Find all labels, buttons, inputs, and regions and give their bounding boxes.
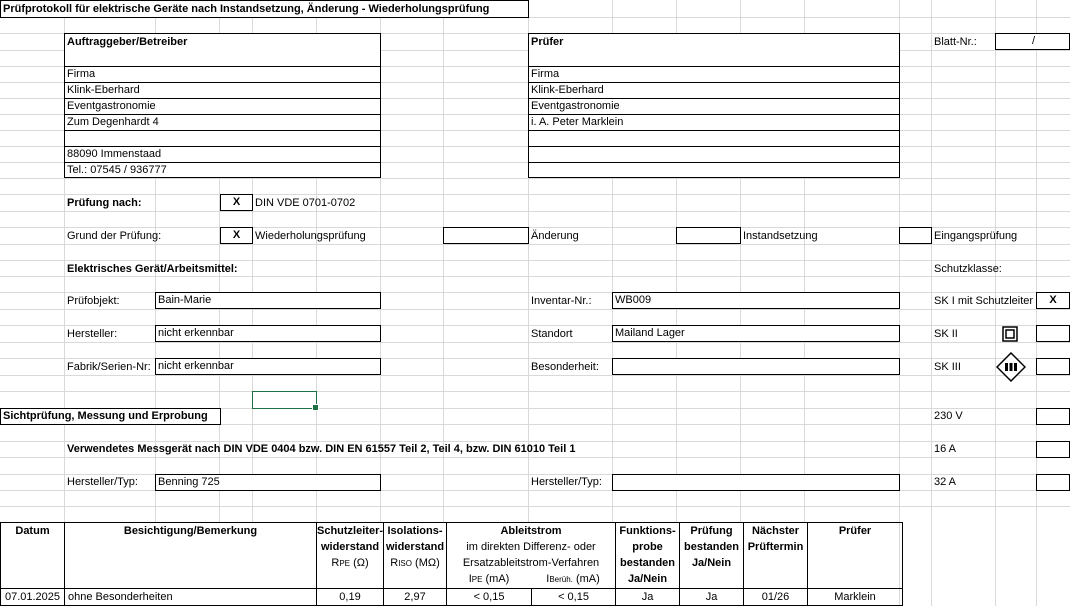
selected-cell[interactable] xyxy=(252,391,317,409)
pruefobjekt-field[interactable]: Bain-Marie xyxy=(155,292,381,309)
messgeraet-typ-label: Hersteller/Typ: xyxy=(67,476,138,488)
table-row xyxy=(1,589,903,606)
header-pruefung-bestanden: Prüfung bestanden Ja/Nein xyxy=(680,523,744,589)
messgeraet-text: Verwendetes Messgerät nach DIN VDE 0404 bzw. DIN EN 61557 Teil 2, Teil 4, bzw. DIN 61010 Teil 1 xyxy=(67,443,576,455)
cell-datum[interactable]: 07.01.2025 xyxy=(1,589,65,606)
cell-iberuehr[interactable]: < 0,15 xyxy=(532,589,616,606)
a32-label: 32 A xyxy=(934,476,957,488)
pruefobjekt-label: Prüfobjekt: xyxy=(67,295,120,307)
geraet-heading: Elektrisches Gerät/Arbeitsmittel: xyxy=(67,263,238,275)
sk3-checkbox[interactable] xyxy=(1036,358,1070,375)
inventar-label: Inventar-Nr.: xyxy=(531,295,592,307)
besonderheit-label: Besonderheit: xyxy=(531,361,599,373)
v230-label: 230 V xyxy=(934,410,963,422)
a16-label: 16 A xyxy=(934,443,957,455)
cell-pruefer[interactable]: Marklein xyxy=(808,589,903,606)
a32-checkbox[interactable] xyxy=(1036,474,1070,491)
fabrik-label: Fabrik/Serien-Nr: xyxy=(67,361,151,373)
messgeraet-typ2-field[interactable] xyxy=(612,474,900,491)
eingang-checkbox[interactable] xyxy=(899,227,932,244)
page-title: Prüfprotokoll für elektrische Geräte nach Instandsetzung, Änderung - Wiederholungsprüfung xyxy=(3,3,490,15)
standort-field[interactable]: Mailand Lager xyxy=(612,325,900,342)
messgeraet-typ2-label: Hersteller/Typ: xyxy=(531,476,602,488)
wiederholung-label: Wiederholungsprüfung xyxy=(255,230,366,242)
sk2-label: SK II xyxy=(934,328,958,340)
instandsetzung-checkbox[interactable] xyxy=(676,227,741,244)
standort-label: Standort xyxy=(531,328,573,340)
cell-riso[interactable]: 2,97 xyxy=(384,589,447,606)
eingang-label: Eingangsprüfung xyxy=(934,230,1018,242)
pruefer-line[interactable]: Firma xyxy=(531,68,560,80)
sk1-label: SK I mit Schutzleiter xyxy=(934,295,1034,307)
pruefer-heading: Prüfer xyxy=(531,36,564,48)
inventar-field[interactable]: WB009 xyxy=(612,292,900,309)
norm-text: DIN VDE 0701-0702 xyxy=(255,197,356,209)
pruefer-line[interactable]: i. A. Peter Marklein xyxy=(531,116,624,128)
aenderung-checkbox[interactable] xyxy=(443,227,529,244)
aenderung-label: Änderung xyxy=(531,230,579,242)
messgeraet-typ-field[interactable]: Benning 725 xyxy=(155,474,381,491)
header-datum: Datum xyxy=(1,523,65,589)
pruefer-line[interactable]: Eventgastronomie xyxy=(531,100,620,112)
header-ipe: IPE (mA) xyxy=(468,573,510,585)
auftraggeber-line[interactable]: 88090 Immenstaad xyxy=(67,148,162,160)
auftraggeber-line[interactable]: Eventgastronomie xyxy=(67,100,156,112)
blatt-field[interactable]: / xyxy=(995,33,1070,50)
header-pruefer: Prüfer xyxy=(808,523,903,589)
sk1-checkbox[interactable]: X xyxy=(1036,292,1070,309)
schutzklasse-label: Schutzklasse: xyxy=(934,263,1002,275)
sicht-heading: Sichtprüfung, Messung und Erprobung xyxy=(3,410,208,422)
auftraggeber-heading: Auftraggeber/Betreiber xyxy=(67,36,188,48)
sk2-checkbox[interactable] xyxy=(1036,325,1070,342)
cell-bestanden[interactable]: Ja xyxy=(680,589,744,606)
besonderheit-field[interactable] xyxy=(612,358,900,375)
cell-ipe[interactable]: < 0,15 xyxy=(447,589,532,606)
cell-funktion[interactable]: Ja xyxy=(616,589,680,606)
grund-label: Grund der Prüfung: xyxy=(67,230,162,242)
wiederholung-checkbox[interactable]: X xyxy=(220,227,253,244)
header-ableitstrom: Ableitstrom im direkten Differenz- oder Ersatzableitstrom-Verfahren IPE (mA) IBerüh. (mA) xyxy=(447,523,616,589)
cell-bemerkung[interactable]: ohne Besonderheiten xyxy=(65,589,317,606)
header-naechster-termin: Nächster Prüftermin xyxy=(744,523,808,589)
auftraggeber-line[interactable]: Tel.: 07545 / 936777 xyxy=(67,164,167,176)
header-schutzleiter: Schutzleiter- widerstand RPE (Ω) xyxy=(317,523,384,589)
cell-naechster[interactable]: 01/26 xyxy=(744,589,808,606)
v230-checkbox[interactable] xyxy=(1036,408,1070,425)
pruefung-nach-label: Prüfung nach: xyxy=(67,197,142,209)
header-isolation: Isolations- widerstand RISO (MΩ) xyxy=(384,523,447,589)
blatt-label: Blatt-Nr.: xyxy=(934,36,977,48)
results-table xyxy=(0,522,903,606)
header-besichtigung: Besichtigung/Bemerkung xyxy=(65,523,317,589)
sk3-label: SK III xyxy=(934,361,961,373)
hersteller-label: Hersteller: xyxy=(67,328,118,340)
a16-checkbox[interactable] xyxy=(1036,441,1070,458)
auftraggeber-line[interactable]: Zum Degenhardt 4 xyxy=(67,116,159,128)
pruefung-nach-checkbox[interactable]: X xyxy=(220,194,253,211)
fabrik-field[interactable]: nicht erkennbar xyxy=(155,358,381,375)
pruefer-line[interactable]: Klink-Eberhard xyxy=(531,84,604,96)
sk2-double-square-icon xyxy=(1002,326,1018,342)
auftraggeber-line[interactable]: Klink-Eberhard xyxy=(67,84,140,96)
auftraggeber-line[interactable]: Firma xyxy=(67,68,96,80)
hersteller-field[interactable]: nicht erkennbar xyxy=(155,325,381,342)
header-ibereuh: IBerüh. (mA) xyxy=(546,573,600,585)
sk3-diamond-icon xyxy=(996,352,1026,382)
header-funktionsprobe: Funktions- probe bestanden Ja/Nein xyxy=(616,523,680,589)
instandsetzung-label: Instandsetzung xyxy=(743,230,818,242)
cell-rpe[interactable]: 0,19 xyxy=(317,589,384,606)
